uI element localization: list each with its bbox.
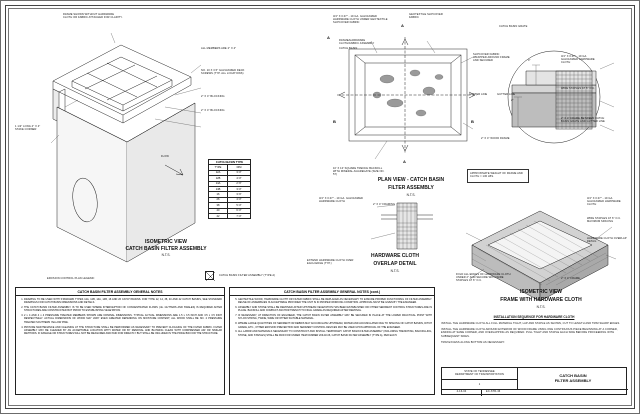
date-cell	[442, 390, 482, 396]
notes-mid-block	[229, 287, 435, 395]
note-item: 2. THE CATCH BASIN FILTER ASSEMBLY IS TO BE USED WHERE INTERCEPTION OF CONCENTRATED FLOWS (I.E. GUTTERS AND SWALES) IS REQUIRED AFTER STRUCTURES ARE CONSTRUCTED BUT PRIOR TO ESTABLISHING VEGETATION.	[24, 306, 222, 313]
drawing-title-2: FILTER ASSEMBLY	[554, 378, 592, 384]
installation-sequence-block	[441, 315, 627, 363]
callout-blocking-2: 2" X 4" BLOCKING	[201, 109, 225, 112]
legend-label: EROSION CONTROL PLAN LEGEND:	[47, 277, 95, 280]
callout-geotextile-fabric: GEOTEXTILE SLIPCOVER FABRIC	[409, 13, 443, 20]
legend-item-label: CATCH BASIN FILTER ASSEMBLY (TYPE A)	[219, 274, 276, 277]
table-row: 16 3'-6"	[209, 192, 251, 197]
view-title-isometric-2: CATCH BASIN FILTER ASSEMBLY	[125, 246, 207, 252]
callout-gutter-line-plan: GUTTER LINE	[469, 93, 488, 96]
callout-gutter-line-section: GUTTER LINE	[497, 93, 516, 96]
installation-title: INSTALLATION SEQUENCE FOR HARDWARE CLOTH	[493, 315, 575, 319]
notes-left-block	[15, 287, 225, 395]
drawing-title-1: CATCH BASIN	[559, 373, 587, 378]
table-row: 14B 3'-0"	[209, 186, 251, 191]
callout-hardware-cloth-plan: 3/4" X 0.07" - 19 GA. GALVANIZED HARDWARE CLOTH UNDER GEOTEXTILE SLIPCOVER FABRIC	[333, 15, 388, 25]
section-mark-a-bottom: A	[403, 159, 406, 164]
table-row: 12A 3'-0"	[209, 170, 251, 175]
view-scale-plan: N.T.S.	[406, 193, 416, 197]
note-item: 7. IF NECESSARY, AT DIRECTION OF ENGINEER, THE CATCH BASIN FILTER ASSEMBLY MAY BE SECURED IN PLACE AT THE LOWER FRACTICAL POINT WITH NYLON STRING, TWINE, WIRE OR OTHER SUITABLE MATERIAL.	[238, 314, 432, 321]
note-item: 1. DRAWING TO BE USED WITH STANDARD TYPES 12A, 12B, 14A, 14B, 16 AND 26 CATCH BASINS. FOR TYPE 12, 14, 38, 40 AND 42 CATCH BASINS, SEE STANDARD DRAWINGS FOR CATCH BASIN DIMENSIONS AND DETAILS.	[24, 298, 222, 305]
table-row: 12B 4'-0"	[209, 176, 251, 181]
view-title-plan-2: FILTER ASSEMBLY	[388, 185, 434, 191]
installation-paragraph: INSTALL THE HARDWARE CLOTH ALL FULL MATERIAL TIGHT, LAP AND STAPLE AS SHOWN, CUT TO LENGTH AND TRIM SHARP EDGES.	[441, 322, 621, 325]
callout-all-members: ALL MEMBERS ARE 2" X 4"	[201, 47, 237, 50]
table-catch-basin-type	[208, 159, 251, 219]
callout-wood-frame-iso: 2" X 4" FRAME	[561, 277, 580, 280]
view-title-overlap-1: HARDWARE CLOTH	[370, 253, 420, 259]
agency-line-1: STATE OF TENNESSEE	[464, 370, 495, 373]
installation-paragraph: INSTALL THE HARDWARE CLOTH AROUND EXTERIOR OF WOOD FRAME USING ONE CONTINUOUS PIECE BEGINNING AT A CORNER, ENDING AT SAME CORNER, AND OVERLAPPING AS REQUIRED. PULL TIGHT AND STAPLE EACH SIDE BEFORE PROCEEDING WITH SUBSEQUENT SIDES.	[441, 328, 618, 338]
section-mark-b-left: B	[333, 119, 336, 124]
dim-2in: 2"	[511, 99, 514, 102]
title-block	[441, 367, 627, 395]
table-row: 14A 2'-6"	[209, 181, 251, 186]
note-frame-weight: APPROXIMATE WEIGHT OF FRAME AND CLOTH = 130 LBS.	[470, 172, 523, 179]
agency-line-2: DEPARTMENT OF TRANSPORTATION	[455, 373, 504, 377]
sheet-date: 4-16-04	[456, 390, 467, 393]
notes-left-title: CATCH BASIN FILTER ASSEMBLY GENERAL NOTES	[16, 288, 224, 296]
section-mark-a-top: A	[327, 35, 330, 40]
callout-frame-between-grate: 2" X 4" FRAME BETWEEN CATCH BASIN GRATE AND GUTTER LINE	[561, 117, 605, 124]
view-title-plan-1: PLAN VIEW - CATCH BASIN	[377, 177, 445, 183]
callout-extend-hardware-cloth: EXTEND HARDWARE CLOTH OVER EACH EDGE (TYP.)	[307, 259, 354, 266]
view-scale-frame: N.T.S.	[536, 305, 546, 309]
note-item: 5. GEOTEXTILE WOOD, HARDWARE CLOTH OR FILTER FABRIC SHALL BE REPLACED AS NECESSARY TO ENSURE PROPER FUNCTIONING OF FILTER ASSEMBLY. REUSE OF ASSEMBLIES IS ACCEPTABLE PROVIDED THE UNIT IS IN PROPER WORKING CONDITION. APPROVAL MUST BE GIVEN BY THE ENGINEER.	[238, 298, 432, 305]
revision-cell	[442, 380, 518, 390]
table-col-dim: DIM	[228, 165, 251, 170]
view-scale-isometric: N.T.S.	[161, 253, 171, 257]
callout-hardware-cloth-section: 3/4" X 0.07" - 19 GA. GALVANIZED HARDWARE CLOTH	[561, 55, 595, 65]
table-col-type: TYPE	[209, 165, 228, 170]
callout-frame-assembly-plan: FRAME/HARDWARE CLOTH/FABRIC ASSEMBLY	[339, 39, 375, 46]
view-title-isometric-1: ISOMETRIC VIEW	[145, 239, 187, 245]
note-item: 4. PROVIDE MAINTENANCE AND CLEANING AT THE STRUCTURE SHALL BE PERFORMED AS NECESSARY TO PREVENT CLOGGING OF THE FILTER FABRIC. FILTER ASSEMBLY MAY BE CLEANED BY AN ACCEPTABLE LOCATION WITH WATER OR BY REMOVAL AND BLOWING CLEAN WITH COMPRESSED AIR OR SIMILAR METHODS. IF DAMAGE OR STRUCTURES WILL NOT BE MEASURED AND PAID FOR DIRECTLY BUT SHALL BE INCLUDED IN THE PRICE BID FOR THE STRUCTURE.	[24, 326, 222, 336]
callout-wire-staples-section: WIRE STAPLES AT 6" O.C.	[561, 87, 596, 90]
view-scale-overlap: N.T.S.	[390, 269, 400, 273]
view-title-overlap-2: OVERLAP DETAIL	[373, 261, 417, 267]
sheet-number: EC-STR-46	[486, 390, 501, 393]
table-row: 38 5'-0"	[209, 203, 251, 208]
note-item: 3. 2 x 4 AND 4 x 4 PRESSURE TREATED MEMBERS SHOWN ARE NOMINAL DIMENSIONS. TYPICAL ACTUAL DIMENSIONS ARE 1.5 x 3.5 INCH AND 3.5 x 3.5 INCH RESPECTIVELY. ACTUAL DIMENSIONS OF WOOD MAY VARY EVEN GREATER DEPENDING ON MOISTURE CONTENT; ALL WOOD SHALL BE NO. 2 PRESSURE TREATED SOUTHERN YELLOW PINE.	[24, 314, 222, 324]
table-title: CATCH BASIN TYPE	[209, 160, 251, 165]
view-isometric-filter-assembly	[15, 15, 225, 270]
callout-overlap-ref: HARDWARE CLOTH OVERLAP DETAIL	[587, 237, 627, 244]
callout-catch-basin-grate: CATCH BASIN GRATE	[499, 25, 528, 28]
view-overlap-detail	[321, 199, 441, 261]
legend-symbol-box	[205, 271, 214, 280]
notes-mid-title: CATCH BASIN FILTER ASSEMBLY GENERAL NOTES (cont.)	[230, 288, 434, 296]
section-mark-b-right: B	[471, 119, 474, 124]
view-title-frame-1: ISOMETRIC VIEW	[520, 289, 562, 295]
callout-frame-no-hardware: FRAME SHOWN WITHOUT HARDWARE CLOTH OR FABRIC ATTACHED FOR CLARITY.	[63, 13, 123, 20]
note-item: 9. ALL LABOR AND MATERIALS NECESSARY TO CONSTRUCT AND INSTALL TEMPORARY CATCH BASIN FILTER ASSEMBLY (INCLUDING TRENCHING, BACKFILLING, STONE, AND STAPLES) SHALL BE PAID FOR UNDER ITEM NUMBER 209-40.06, CATCH BASIN FILTER ASSEMBLY (TYPE A), PER EACH.	[238, 330, 432, 337]
callout-deck-screws: NO. 10 X 3.5" GALVANIZED DECK SCREWS (TYP. ALL LOCATIONS)	[201, 69, 245, 76]
callout-square-trench: 10' X 10' SQUARE TRENCH BACKFILL WITH MINERAL AGGREGATE (SIZE NO. 57)	[333, 167, 385, 177]
note-item: 8. WHERE LARGE QUANTITIES OF SEDIMENT OR DEBRIS MAY ACCUMULATE UPSTREAM, WATER AND ACCUMULATED DUE TO SPACING OF CATCH BASINS, DITCH GRADE, ETC., OTHER EROSION PREVENTION AND SEDIMENT CONTROL DEVICES MAY BE USED UPON APPROVAL OF THE ENGINEER.	[238, 322, 432, 329]
drawing-title-cell	[518, 368, 628, 390]
view-plan	[331, 31, 491, 171]
agency-cell	[442, 368, 518, 380]
dim-4in: 4"	[528, 59, 531, 62]
view-title-frame-2: FRAME WITH HARDWARE CLOTH	[500, 297, 582, 303]
callout-blocking-1: 2" X 4" BLOCKING	[201, 95, 225, 98]
callout-wood-frame-plan: 2" X 4" WOOD FRAME	[481, 137, 510, 140]
callout-stake-corner: 1 1/2" LONG 4" X 4" STAKE CORNER	[15, 125, 41, 132]
installation-paragraph: TRIM EXCESS ALONG BOTTOM AS NECESSARY.	[441, 340, 505, 344]
callout-flow: FLOW	[161, 155, 169, 158]
table-row: 40 6'-0"	[209, 208, 251, 213]
callout-fold-edges: FOLD ALL EDGES OF HARDWARE CLOTH UNDER 2" AND SECURE WITH WIRE STAPLES AT 6" O.C.	[456, 273, 511, 283]
callout-overlap-framing: 2" X 4" FRAMING	[373, 203, 396, 206]
section-mark-a-label: A	[401, 23, 404, 28]
view-isometric-frame	[456, 193, 626, 301]
revision-number: 1	[478, 383, 481, 386]
note-frame-weight-box	[467, 169, 529, 183]
sheet-number-cell	[482, 390, 628, 396]
callout-catch-basin-plan: CATCH BASIN	[339, 47, 358, 50]
callout-slipcover-wrap: SLIPCOVER FABRIC WRAPPED AROUND FRAME AND SECURED	[473, 53, 510, 63]
callout-frame-hardware-cloth: 3/4" X 0.07" - 19 GA. GALVANIZED HARDWARE CLOTH	[587, 197, 621, 207]
table-row: 42 7'-0"	[209, 213, 251, 218]
callout-overlap-hardware-cloth: 3/4" X 0.07" - 19 GA. GALVANIZED HARDWARE CLOTH	[319, 197, 364, 204]
callout-wire-staples-frame: WIRE STAPLES AT 6" O.C. MAXIMUM SPACING	[587, 217, 622, 224]
table-row: 26 4'-0"	[209, 197, 251, 202]
note-item: 6. ASSEMBLY AND STONE SHALL BE REMOVED AFTER UPSTREAM VEGETATION HAS BEEN ESTABLISHED OR OTHER SEDIMENT CONTROL STRUCTURES ARE IN PLACE. BACKFILL AND COMPACT ANCHOR TRENCH TO FINAL GRADE AS REQUIRED AFTER REMOVAL.	[238, 306, 432, 313]
